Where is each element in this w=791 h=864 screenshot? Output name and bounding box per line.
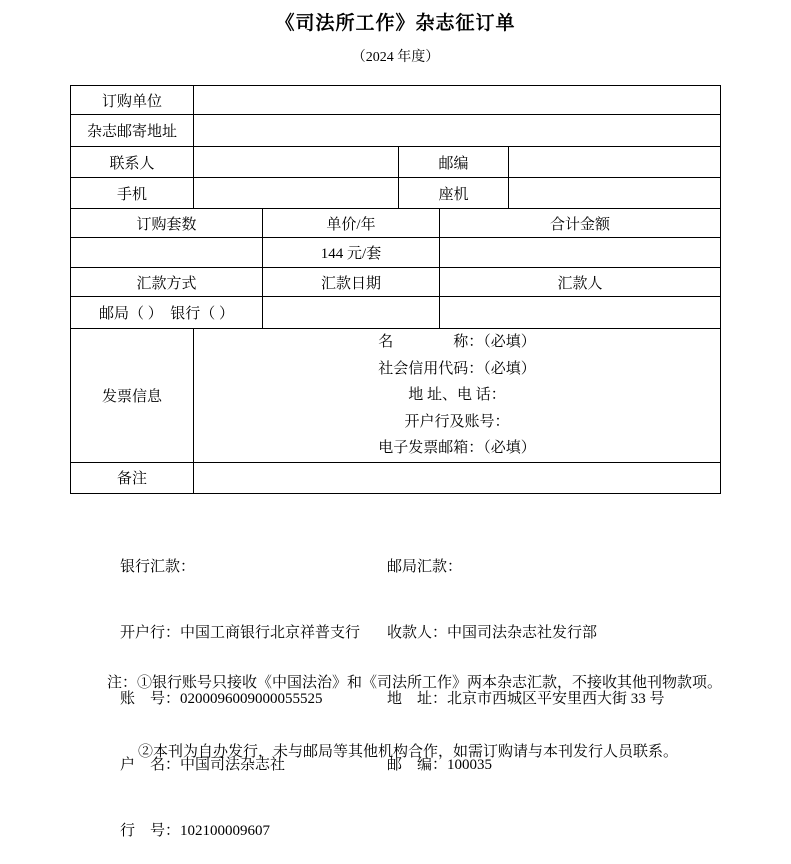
payment-date-label: 汇款日期 (263, 268, 440, 297)
invoice-bank-account-line: 开户行及账号： (404, 413, 510, 430)
mailing-address-value-cell[interactable] (194, 115, 721, 147)
page-title: 《司法所工作》杂志征订单 (275, 13, 516, 34)
post-address: 地 址：北京市西城区平安里西大街 33 号 (387, 691, 665, 707)
subscription-form-table (70, 85, 721, 494)
postcode-label: 邮编 (399, 147, 509, 178)
row-phone (71, 178, 721, 209)
invoice-credit-code-line: 社会信用代码：（必填） (378, 360, 536, 377)
bank-account-name: 户 名：中国司法杂志社 (120, 757, 286, 773)
mobile-label: 手机 (71, 178, 194, 209)
page-subtitle: （2024 年度） (351, 50, 440, 65)
bank-account-bank: 开户行：中国工商银行北京祥普支行 (120, 625, 361, 641)
unit-price-label: 单价/年 (263, 209, 440, 238)
post-postcode: 邮 编：100035 (387, 757, 493, 773)
row-contact (71, 147, 721, 178)
note-2: ②本刊为自办发行，未与邮局等其他机构合作，如需订购请与本刊发行人员联系。 (138, 744, 679, 760)
remarks-label: 备注 (71, 462, 194, 493)
landline-value-cell[interactable] (509, 178, 721, 209)
invoice-address-phone-line: 地 址、电 话： (408, 387, 506, 403)
invoice-info-label: 发票信息 (71, 329, 194, 463)
bank-account-number: 账 号：0200096009000055525 (120, 691, 323, 707)
post-payee: 收款人：中国司法杂志社发行部 (387, 625, 598, 641)
post-remittance-title: 邮局汇款： (387, 559, 463, 575)
quantity-label: 订购套数 (71, 209, 263, 238)
row-order-unit (71, 86, 721, 115)
contact-value-cell[interactable] (194, 147, 399, 178)
payment-date-value-cell[interactable] (263, 297, 440, 329)
postcode-value-cell[interactable] (509, 147, 721, 178)
payment-options-cell[interactable]: 邮局（ ） 银行（ ） (71, 297, 263, 329)
row-price-header (71, 209, 721, 238)
row-price-values (71, 238, 721, 268)
bank-code: 行 号：102100009607 (120, 823, 271, 839)
total-amount-value-cell[interactable] (440, 238, 721, 268)
mobile-value-cell[interactable] (194, 178, 399, 209)
bank-remittance-title: 银行汇款： (120, 559, 196, 575)
order-unit-label: 订购单位 (71, 86, 194, 115)
notes-block (107, 626, 722, 787)
payer-value-cell[interactable] (440, 297, 721, 329)
quantity-value-cell[interactable] (71, 238, 263, 268)
contact-label: 联系人 (71, 147, 194, 178)
payment-method-label: 汇款方式 (71, 268, 263, 297)
invoice-info-value-cell[interactable] (194, 329, 721, 463)
row-payment-header (71, 268, 721, 297)
row-payment-values (71, 297, 721, 329)
invoice-email-line: 电子发票邮箱：（必填） (378, 440, 536, 456)
invoice-name-line: 名 称：（必填） (378, 334, 536, 350)
row-invoice-info (71, 329, 721, 463)
payer-label: 汇款人 (440, 268, 721, 297)
row-mailing-address (71, 115, 721, 147)
note-1: 注：①银行账号只接收《中国法治》和《司法所工作》两本杂志汇款，不接收其他刊物款项。 (107, 675, 723, 691)
remarks-value-cell[interactable] (194, 462, 721, 493)
mailing-address-label: 杂志邮寄地址 (71, 115, 194, 147)
landline-label: 座机 (399, 178, 509, 209)
total-amount-label: 合计金额 (440, 209, 721, 238)
unit-price-value: 144 元/套 (263, 238, 440, 268)
order-unit-value-cell[interactable] (194, 86, 721, 115)
row-remarks (71, 462, 721, 493)
